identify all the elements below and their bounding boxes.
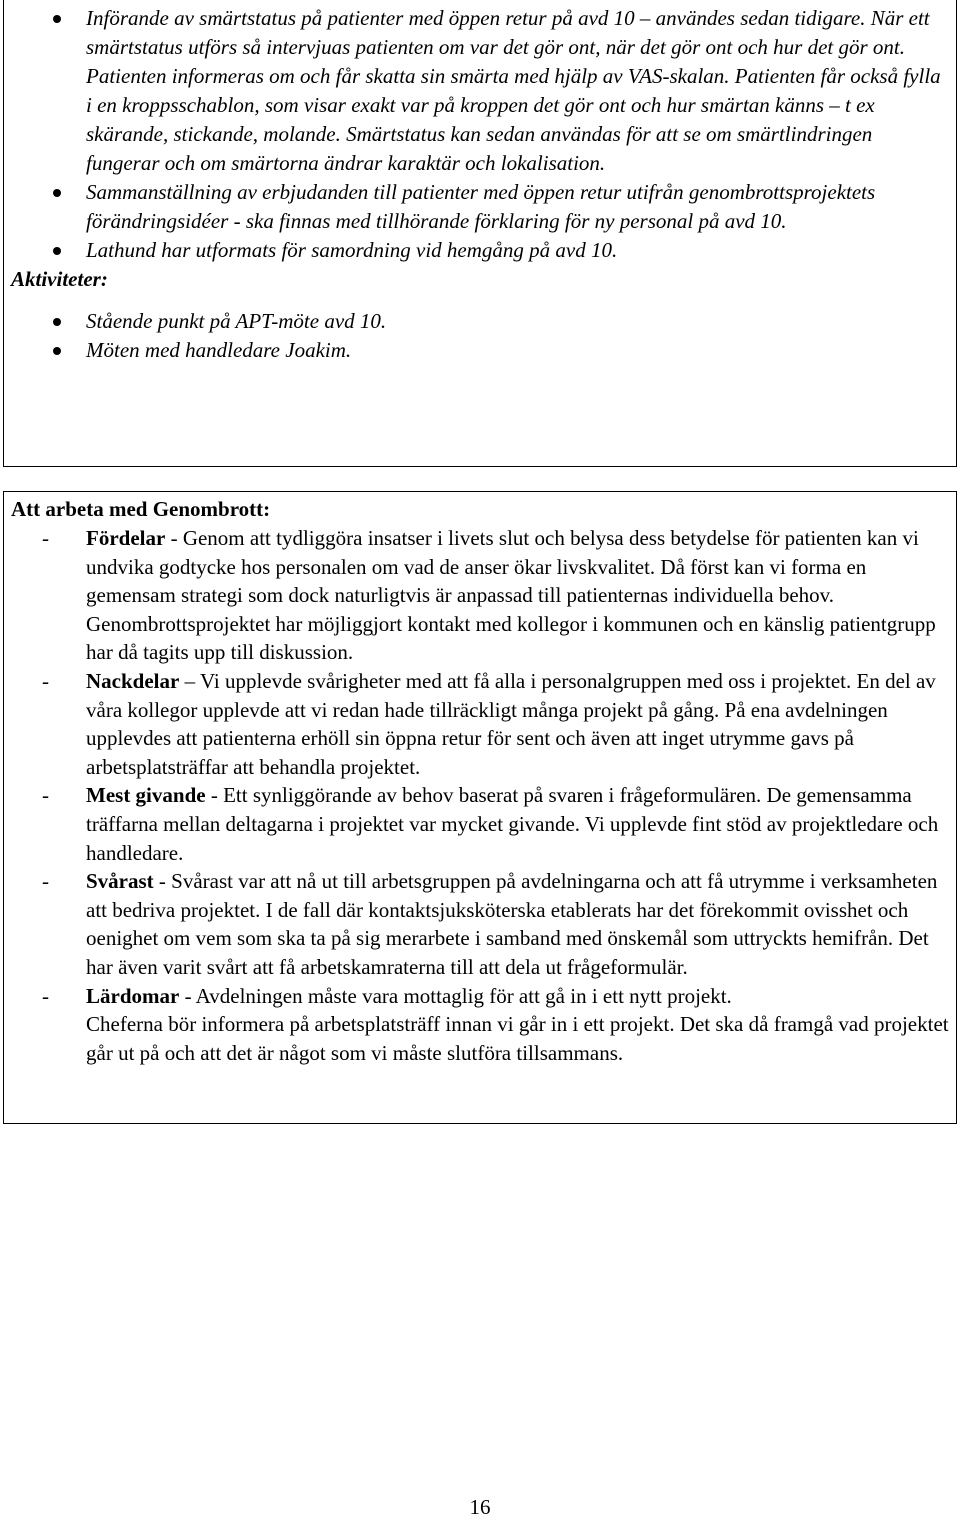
- paragraph-text: Genombrottsprojektet har möjliggjort kontakt med kollegor i kommunen och en känslig patientgrupp har då tagits upp till diskussion.: [86, 611, 936, 665]
- term-separator: -: [165, 526, 183, 550]
- dash-marker: -: [42, 668, 49, 693]
- paragraph-text: Vi upplevde svårigheter med att få alla i personalgruppen med oss i projektet. En del av våra kollegor upplevde att vi redan hade tillräckligt många projekt på gång. På ena avdelningen upplevdes att patienterna erhöll sin öppna retur för sent och även att inget utrymme gavs på arbetsplatsträffar att behandla projektet.: [86, 668, 936, 779]
- term-label: Lärdomar: [86, 983, 180, 1008]
- paragraph-text: Genom att tydliggöra insatser i livets slut och belysa dess betydelse för patienten kan vi undvika godtycke hos personalen om vad de anser ökar livskvalitet. Då först kan vi forma en gemensam strategi som dock naturligtvis är anpassad till patienternas individuella behov.: [86, 526, 919, 608]
- paragraph-text: Cheferna bör informera på arbetsplatsträff innan vi går in i ett projekt. Det ska då framgå vad projektet går ut på och att det är något som vi måste slutföra tillsammans.: [86, 1012, 949, 1065]
- term-label: Fördelar: [86, 526, 166, 550]
- activities-heading: Aktiviteter:: [11, 267, 108, 291]
- dash-list: [4, 524, 956, 1067]
- bullet-icon: [53, 189, 61, 197]
- bullet-list-activities: [4, 307, 956, 365]
- list-item-text: Möten med handledare Joakim.: [86, 338, 352, 362]
- list-item: [4, 4, 956, 178]
- section-title: Att arbeta med Genombrott:: [11, 497, 271, 521]
- paragraph-text: Svårast var att nå ut till arbetsgruppen på avdelningarna och att få utrymme i verksamheten att bedriva projektet. I de fall där kontaktsjuksköterska etablerats har det förekommit ovisshet och oenighet om vem som ska ta på sig merarbete i samband med önskemål som uttryckts hemifrån. Det har även varit svårt att få arbetskamraterna till att dela ut frågeformulär.: [86, 869, 938, 979]
- paragraph-text: Avdelningen måste vara mottaglig för att gå in i ett nytt projekt.: [195, 983, 732, 1008]
- list-item: [4, 178, 956, 236]
- list-item-text: Stående punkt på APT-möte avd 10.: [86, 309, 387, 333]
- bullet-icon: [53, 15, 61, 23]
- list-item-text: Införande av smärtstatus på patienter med öppen retur på avd 10 – användes sedan tidigare. När ett smärtstatus utförs så intervjuas patienten om var det gör ont, när det gör ont och hur det gör ont. Patienten informeras om och får skatta sin smärta med hjälp av VAS-skalan. Patienten får också fylla i en kroppsschablon, som visar exakt var på kroppen det gör ont och hur smärtan känns – t ex skärande, stickande, molande. Smärtstatus kan sedan användas för att se om smärtlindringen fungerar och om smärtorna ändrar karaktär och lokalisation.: [86, 6, 941, 175]
- list-item-mest-givande: [4, 781, 956, 867]
- bullet-icon: [53, 318, 61, 326]
- list-item-nackdelar: [4, 667, 956, 781]
- dash-marker: -: [42, 783, 49, 808]
- term-separator: –: [179, 668, 200, 693]
- dash-marker: -: [42, 983, 49, 1008]
- term-separator: -: [179, 983, 196, 1008]
- term-label: Mest givande: [86, 783, 206, 808]
- info-box-genombrott: [3, 491, 957, 1124]
- bullet-icon: [53, 347, 61, 355]
- term-label: Nackdelar: [86, 668, 180, 693]
- list-item-lardomar: [4, 982, 956, 1068]
- list-item: [4, 336, 956, 365]
- list-item-svarast: [4, 867, 956, 981]
- list-item-text: Sammanställning av erbjudanden till patienter med öppen retur utifrån genombrottsprojektets förändringsidéer - ska finnas med tillhörande förklaring för ny personal på avd 10.: [86, 180, 876, 233]
- dash-marker: -: [42, 869, 49, 894]
- term-label: Svårast: [86, 869, 154, 894]
- bullet-list-actions: [4, 0, 956, 265]
- term-separator: -: [205, 783, 224, 808]
- page-number: 16: [469, 1495, 491, 1519]
- list-item: [4, 236, 956, 265]
- paragraph-text: Ett synliggörande av behov baserat på svaren i frågeformulären. De gemensamma träffarna mellan deltagarna i projektet var mycket givande. Vi upplevde fint stöd av projektledare och handledare.: [86, 783, 939, 865]
- list-item: [4, 307, 956, 336]
- dash-marker: -: [42, 526, 49, 550]
- list-item-text: Lathund har utformats för samordning vid hemgång på avd 10.: [86, 238, 618, 262]
- list-item-fordelar: [4, 524, 956, 667]
- term-separator: -: [153, 869, 172, 894]
- info-box-top: [3, 0, 957, 467]
- bullet-icon: [53, 247, 61, 255]
